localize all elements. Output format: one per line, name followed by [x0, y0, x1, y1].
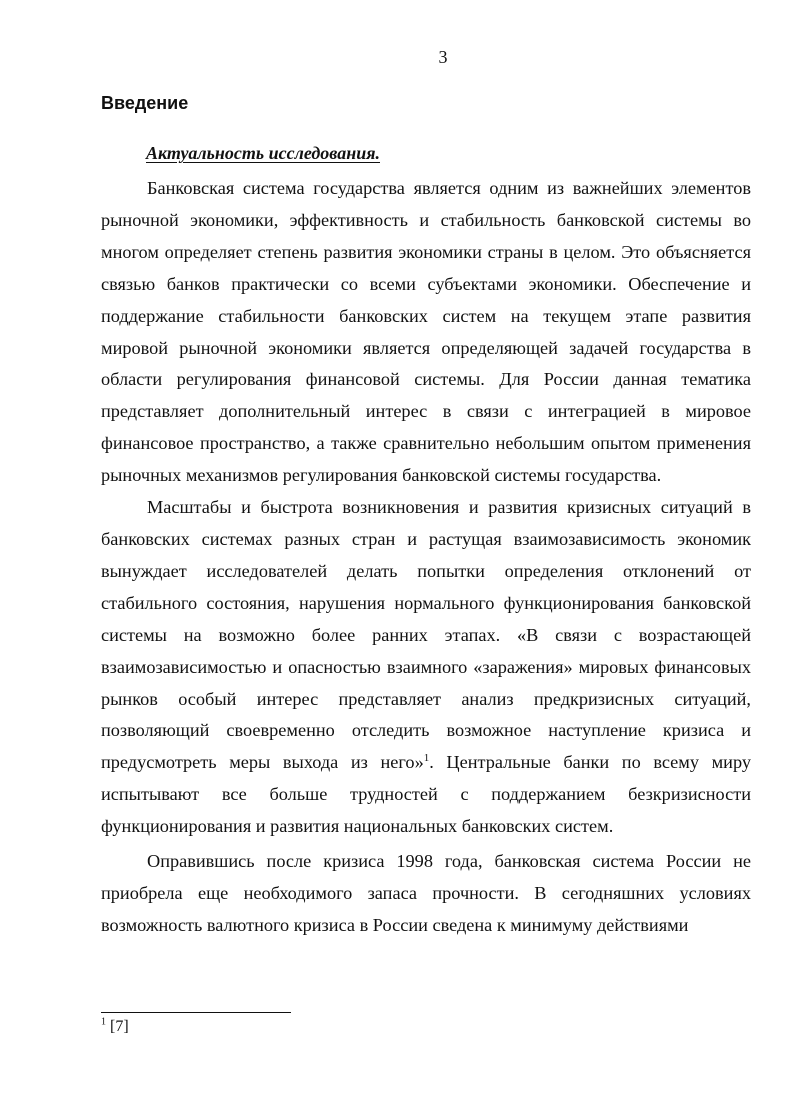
paragraph-3: Оправившись после кризиса 1998 года, банковская система России не приобрела еще необходимого запаса прочности. В сегодняшних условиях возможность валютного кризиса в России сведена к минимуму действиями	[101, 851, 751, 935]
paragraph-2-text-after-ref: . Центральные банки по всему миру испытывают все больше трудностей с поддержанием безкризисности функционирования и развития национальных банковских систем.	[101, 752, 751, 837]
footnote-divider	[101, 1012, 291, 1013]
paragraph-2	[101, 492, 751, 843]
paragraph-2-text-before-ref: Масштабы и быстрота возникновения и развития кризисных ситуаций в банковских системах разных стран и растущая взаимозависимость экономик вынуждает исследователей делать попытки определения отклонений от стабильного состояния, нарушения нормального функционирования банковской системы на возможно более ранних этапах. «В связи с возрастающей взаимозависимостью и опасностью взаимного «заражения» мировых финансовых рынков особый интерес представляет анализ предкризисных ситуаций, позволяющий своевременно отследить возможное наступление кризиса и предусмотреть меры выхода из него»	[101, 497, 751, 773]
body-text	[101, 173, 751, 942]
page-number: 3	[438, 47, 448, 67]
footnote-text: [7]	[106, 1018, 129, 1035]
paragraph-1: Банковская система государства является одним из важнейших элементов рыночной экономики, эффективность и стабильность банковской системы во многом определяет степень развития экономики страны в целом. Это объясняется связью банков практически со всеми субъектами экономики. Обеспечение и поддержание стабильности банковских систем на текущем этапе развития мировой рыночной экономики является определяющей задачей государства в области регулирования финансовой системы. Для России данная тематика представляет дополнительный интерес в связи с интеграцией в мировое финансовое пространство, а также сравнительно небольшим опытом применения рыночных механизмов регулирования банковской системы государства.	[101, 178, 751, 486]
footnote	[101, 1018, 129, 1036]
footnote-marker: 1	[101, 1016, 106, 1028]
footnote-reference: 1	[423, 752, 430, 765]
subheading: Актуальность исследования.	[146, 143, 380, 163]
section-heading: Введение	[101, 93, 189, 113]
